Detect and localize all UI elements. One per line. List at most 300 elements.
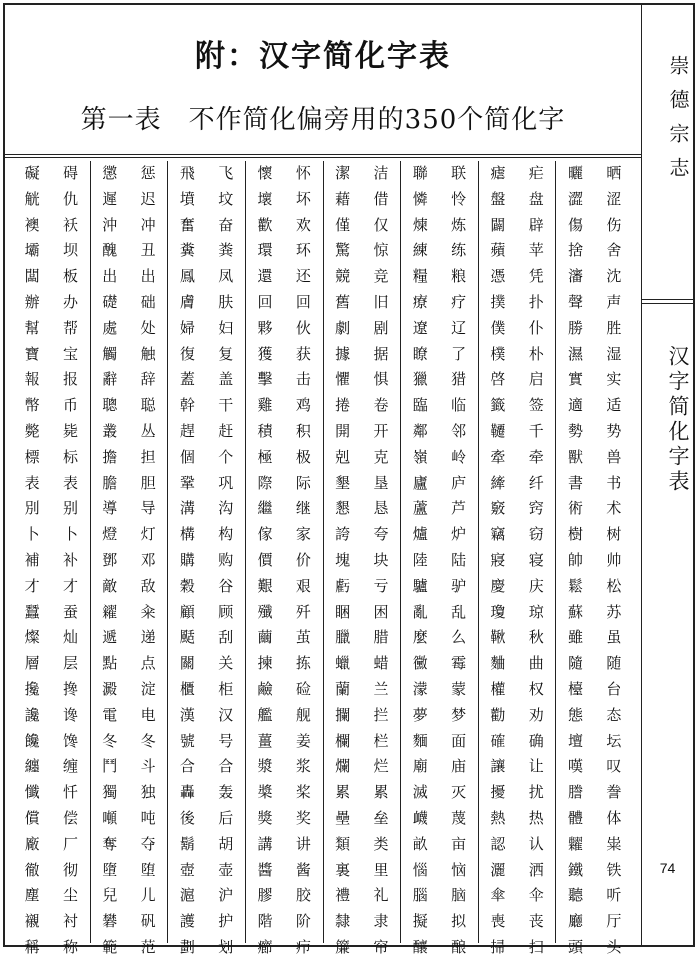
character: 剋 [335, 447, 351, 466]
character: 個 [179, 447, 195, 466]
character: 才 [62, 576, 78, 595]
character: 揀 [257, 654, 273, 673]
character: 胜 [606, 318, 622, 337]
character: 練 [412, 241, 428, 260]
character: 凤 [218, 267, 234, 286]
character: 鸡 [295, 396, 311, 415]
character: 凭 [528, 267, 544, 286]
character: 还 [295, 267, 311, 286]
character: 隸 [335, 912, 351, 931]
character: 穀 [179, 576, 195, 595]
character: 淀 [140, 679, 156, 698]
character: 聽 [568, 886, 584, 905]
character: 碍 [62, 164, 78, 182]
character: 懷 [257, 164, 273, 182]
character: 聯 [412, 164, 428, 182]
character: 偿 [62, 808, 78, 827]
character: 补 [62, 550, 78, 569]
character: 灯 [140, 525, 156, 544]
character: 据 [373, 344, 389, 363]
character: 勸 [490, 705, 506, 724]
character: 溝 [179, 499, 195, 518]
character-table [13, 161, 633, 956]
character: 坝 [62, 241, 78, 260]
character: 础 [140, 292, 156, 311]
character: 擾 [490, 783, 506, 802]
character: 辦 [24, 292, 40, 311]
character: 療 [412, 292, 428, 311]
character: 竅 [490, 499, 506, 518]
character: 醬 [257, 860, 273, 879]
character: 趕 [179, 421, 195, 440]
character: 濕 [568, 344, 584, 363]
character: 寢 [490, 550, 506, 569]
character: 噸 [102, 808, 118, 827]
character: 讲 [295, 834, 311, 853]
character: 庆 [528, 576, 544, 595]
character: 怀 [295, 164, 311, 182]
character: 仅 [373, 215, 389, 234]
character: 让 [528, 757, 544, 776]
character: 购 [218, 550, 234, 569]
character: 启 [528, 370, 544, 389]
char-group [323, 161, 401, 956]
character: 擬 [412, 912, 428, 931]
character: 冬 [140, 731, 156, 750]
character: 蘇 [568, 602, 584, 621]
side-divider [642, 303, 693, 304]
character: 伞 [528, 886, 544, 905]
character: 壺 [179, 860, 195, 879]
character: 了 [451, 344, 467, 363]
character: 牵 [528, 447, 544, 466]
character: 欢 [295, 215, 311, 234]
character: 硷 [295, 679, 311, 698]
character: 际 [295, 473, 311, 492]
character: 签 [528, 396, 544, 415]
character: 兽 [606, 447, 622, 466]
simplified-column [295, 161, 311, 956]
character: 辞 [140, 370, 156, 389]
character: 恳 [373, 499, 389, 518]
character: 煉 [412, 215, 428, 234]
character: 懲 [102, 164, 118, 182]
character: 后 [218, 808, 234, 827]
character: 范 [140, 937, 156, 956]
character: 积 [295, 421, 311, 440]
character: 炉 [451, 525, 467, 544]
page-title: 附：汉字简化字表 [195, 39, 451, 74]
character: 艱 [257, 576, 273, 595]
character: 蒙 [451, 679, 467, 698]
character: 划 [218, 937, 234, 956]
character: 庙 [451, 757, 467, 776]
character: 称 [62, 937, 78, 956]
character: 秋 [528, 628, 544, 647]
character: 缠 [62, 757, 78, 776]
character: 燦 [24, 628, 40, 647]
character: 丧 [528, 912, 544, 931]
character: 开 [373, 421, 389, 440]
character: 膚 [179, 292, 195, 311]
character: 窃 [528, 525, 544, 544]
character: 澱 [102, 679, 118, 698]
character: 價 [257, 550, 273, 569]
traditional-column [257, 161, 273, 956]
character: 繼 [257, 499, 273, 518]
character: 陆 [451, 550, 467, 569]
character: 攙 [24, 679, 40, 698]
character: 糞 [179, 241, 195, 260]
character: 疖 [295, 937, 311, 956]
character: 鬥 [102, 757, 118, 776]
simplified-column [528, 161, 544, 956]
character: 補 [24, 550, 40, 569]
character: 瓊 [490, 602, 506, 621]
character: 宝 [62, 344, 78, 363]
character: 酱 [295, 860, 311, 879]
character: 电 [140, 705, 156, 724]
character: 复 [218, 344, 234, 363]
character: 伙 [295, 318, 311, 337]
character: 熱 [490, 808, 506, 827]
character: 庐 [451, 473, 467, 492]
character: 轟 [179, 783, 195, 802]
character: 獲 [257, 344, 273, 363]
character: 糶 [568, 834, 584, 853]
character: 塊 [335, 550, 351, 569]
character: 困 [373, 602, 389, 621]
character: 块 [373, 550, 389, 569]
character: 纤 [528, 473, 544, 492]
char-group [13, 161, 90, 956]
character: 點 [102, 654, 118, 673]
character: 个 [218, 447, 234, 466]
main-panel [5, 5, 642, 956]
character: 帥 [568, 550, 584, 569]
character: 墮 [102, 860, 118, 879]
character: 適 [568, 396, 584, 415]
character: 蘭 [335, 679, 351, 698]
character: 夺 [140, 834, 156, 853]
character: 樹 [568, 525, 584, 544]
character: 壇 [568, 731, 584, 750]
character: 曲 [528, 654, 544, 673]
character: 籴 [140, 602, 156, 621]
character: 乱 [451, 602, 467, 621]
character: 灑 [490, 860, 506, 879]
character: 歡 [257, 215, 273, 234]
character: 劃 [179, 937, 195, 956]
character: 才 [24, 576, 40, 595]
character: 認 [490, 834, 506, 853]
character: 舊 [335, 292, 351, 311]
character: 回 [257, 292, 273, 311]
character: 随 [606, 654, 622, 673]
character: 襖 [24, 215, 40, 234]
character: 櫃 [179, 679, 195, 698]
character: 關 [179, 654, 195, 673]
character: 冲 [140, 215, 156, 234]
character: 償 [24, 808, 40, 827]
character: 洁 [373, 164, 389, 182]
character: 誊 [606, 783, 622, 802]
character: 礬 [102, 912, 118, 931]
character: 腊 [373, 628, 389, 647]
character: 价 [295, 550, 311, 569]
character: 湿 [606, 344, 622, 363]
character: 惊 [373, 241, 389, 260]
character: 兰 [373, 679, 389, 698]
character: 墳 [179, 189, 195, 208]
character: 实 [606, 370, 622, 389]
character: 書 [568, 473, 584, 492]
character: 毙 [62, 421, 78, 440]
character: 滬 [179, 886, 195, 905]
character: 报 [62, 370, 78, 389]
character: 顧 [179, 602, 195, 621]
character: 裏 [335, 860, 351, 879]
character: 饞 [24, 731, 40, 750]
character: 僕 [490, 318, 506, 337]
character: 赶 [218, 421, 234, 440]
simplified-column [218, 161, 234, 956]
character: 壞 [257, 189, 273, 208]
character: 撲 [490, 292, 506, 311]
character: 烂 [373, 757, 389, 776]
character: 驚 [335, 241, 351, 260]
character: 幣 [24, 396, 40, 415]
character: 觥 [24, 189, 40, 208]
character: 奮 [179, 215, 195, 234]
character: 懺 [24, 783, 40, 802]
character: 極 [257, 447, 273, 466]
character: 誇 [335, 525, 351, 544]
character: 漢 [179, 705, 195, 724]
character: 懼 [335, 370, 351, 389]
character: 廬 [412, 473, 428, 492]
character: 合 [179, 757, 195, 776]
character: 鳳 [179, 267, 195, 286]
character: 瘧 [490, 164, 506, 182]
character: 簾 [335, 937, 351, 956]
character: 鄧 [102, 550, 118, 569]
character: 轰 [218, 783, 234, 802]
character: 拦 [373, 705, 389, 724]
character: 疟 [528, 164, 544, 182]
character: 关 [218, 654, 234, 673]
character: 鞏 [179, 473, 195, 492]
character: 傘 [490, 886, 506, 905]
character: 籤 [490, 396, 506, 415]
character: 牽 [490, 447, 506, 466]
character: 後 [179, 808, 195, 827]
character: 飞 [218, 164, 234, 182]
character: 劇 [335, 318, 351, 337]
character: 坛 [606, 731, 622, 750]
character: 沖 [102, 215, 118, 234]
character: 么 [451, 628, 467, 647]
character: 垦 [373, 473, 389, 492]
character: 觸 [102, 344, 118, 363]
character: 蠟 [335, 654, 351, 673]
character: 灿 [62, 628, 78, 647]
character: 剧 [373, 318, 389, 337]
character: 糴 [102, 602, 118, 621]
simplified-column [373, 161, 389, 956]
character: 階 [257, 912, 273, 931]
character: 茧 [295, 628, 311, 647]
character: 雖 [568, 628, 584, 647]
character: 舍 [606, 241, 622, 260]
character: 势 [606, 421, 622, 440]
char-group [167, 161, 245, 956]
character: 寝 [528, 550, 544, 569]
character: 环 [295, 241, 311, 260]
character: 捨 [568, 241, 584, 260]
character: 飛 [179, 164, 195, 182]
character: 檯 [568, 679, 584, 698]
character: 吨 [140, 808, 156, 827]
traditional-column [102, 161, 118, 956]
character: 邻 [451, 421, 467, 440]
character: 松 [606, 576, 622, 595]
character: 儿 [140, 886, 156, 905]
character: 临 [451, 396, 467, 415]
character: 艦 [257, 705, 273, 724]
character: 獸 [568, 447, 584, 466]
character: 醜 [102, 241, 118, 260]
character: 搀 [62, 679, 78, 698]
character: 聪 [140, 396, 156, 415]
character: 矾 [140, 912, 156, 931]
character: 隨 [568, 654, 584, 673]
character: 兒 [102, 886, 118, 905]
character: 构 [218, 525, 234, 544]
character: 範 [102, 937, 118, 956]
side-margin [642, 5, 693, 945]
character: 傷 [568, 215, 584, 234]
character: 标 [62, 447, 78, 466]
character: 壶 [218, 860, 234, 879]
character: 适 [606, 396, 622, 415]
character: 斃 [24, 421, 40, 440]
character: 膠 [257, 886, 273, 905]
character: 粪 [218, 241, 234, 260]
character: 遲 [102, 189, 118, 208]
character: 导 [140, 499, 156, 518]
character: 憐 [412, 189, 428, 208]
character: 藉 [335, 189, 351, 208]
character: 啓 [490, 370, 506, 389]
character: 攔 [335, 705, 351, 724]
char-group [478, 161, 556, 956]
character: 衬 [62, 912, 78, 931]
char-group [90, 161, 168, 956]
character: 递 [140, 628, 156, 647]
character: 擊 [257, 370, 273, 389]
character: 盤 [490, 189, 506, 208]
character: 稱 [24, 937, 40, 956]
character: 馋 [62, 731, 78, 750]
character: 寶 [24, 344, 40, 363]
char-group [245, 161, 323, 956]
character: 铁 [606, 860, 622, 879]
character: 苹 [528, 241, 544, 260]
character: 旧 [373, 292, 389, 311]
character: 潔 [335, 164, 351, 182]
character: 丑 [140, 241, 156, 260]
character: 敵 [102, 576, 118, 595]
character: 类 [373, 834, 389, 853]
character: 听 [606, 886, 622, 905]
character: 仇 [62, 189, 78, 208]
character: 擔 [102, 447, 118, 466]
character: 壘 [335, 808, 351, 827]
character: 據 [335, 344, 351, 363]
character: 廠 [24, 834, 40, 853]
side-header: 崇德宗志 [666, 55, 690, 191]
character: 類 [335, 834, 351, 853]
character: 辽 [451, 318, 467, 337]
character: 累 [335, 783, 351, 802]
character: 盖 [218, 370, 234, 389]
character: 縴 [490, 473, 506, 492]
character: 開 [335, 421, 351, 440]
character: 講 [257, 834, 273, 853]
character: 闆 [24, 267, 40, 286]
character: 巩 [218, 473, 234, 492]
character: 睏 [335, 602, 351, 621]
character: 別 [24, 499, 40, 518]
character: 夸 [373, 525, 389, 544]
character: 扑 [528, 292, 544, 311]
character: 迟 [140, 189, 156, 208]
character: 层 [62, 654, 78, 673]
character: 琼 [528, 602, 544, 621]
character: 胆 [140, 473, 156, 492]
character: 欄 [335, 731, 351, 750]
character: 扰 [528, 783, 544, 802]
character: 殲 [257, 602, 273, 621]
character: 護 [179, 912, 195, 931]
character: 釀 [412, 937, 428, 956]
character: 帅 [606, 550, 622, 569]
character: 击 [295, 370, 311, 389]
character: 帘 [373, 937, 389, 956]
character: 癤 [257, 937, 273, 956]
character: 捲 [335, 396, 351, 415]
character: 猎 [451, 370, 467, 389]
character: 体 [606, 808, 622, 827]
character: 獵 [412, 370, 428, 389]
character: 怜 [451, 189, 467, 208]
character: 婦 [179, 318, 195, 337]
character: 确 [528, 731, 544, 750]
character: 謄 [568, 783, 584, 802]
character: 讓 [490, 757, 506, 776]
character: 韆 [490, 421, 506, 440]
character: 禮 [335, 886, 351, 905]
char-group [555, 161, 633, 956]
side-divider [642, 299, 693, 300]
character: 扫 [528, 937, 544, 956]
character: 担 [140, 447, 156, 466]
character: 濛 [412, 679, 428, 698]
character: 復 [179, 344, 195, 363]
character: 讒 [24, 705, 40, 724]
character: 亩 [451, 834, 467, 853]
